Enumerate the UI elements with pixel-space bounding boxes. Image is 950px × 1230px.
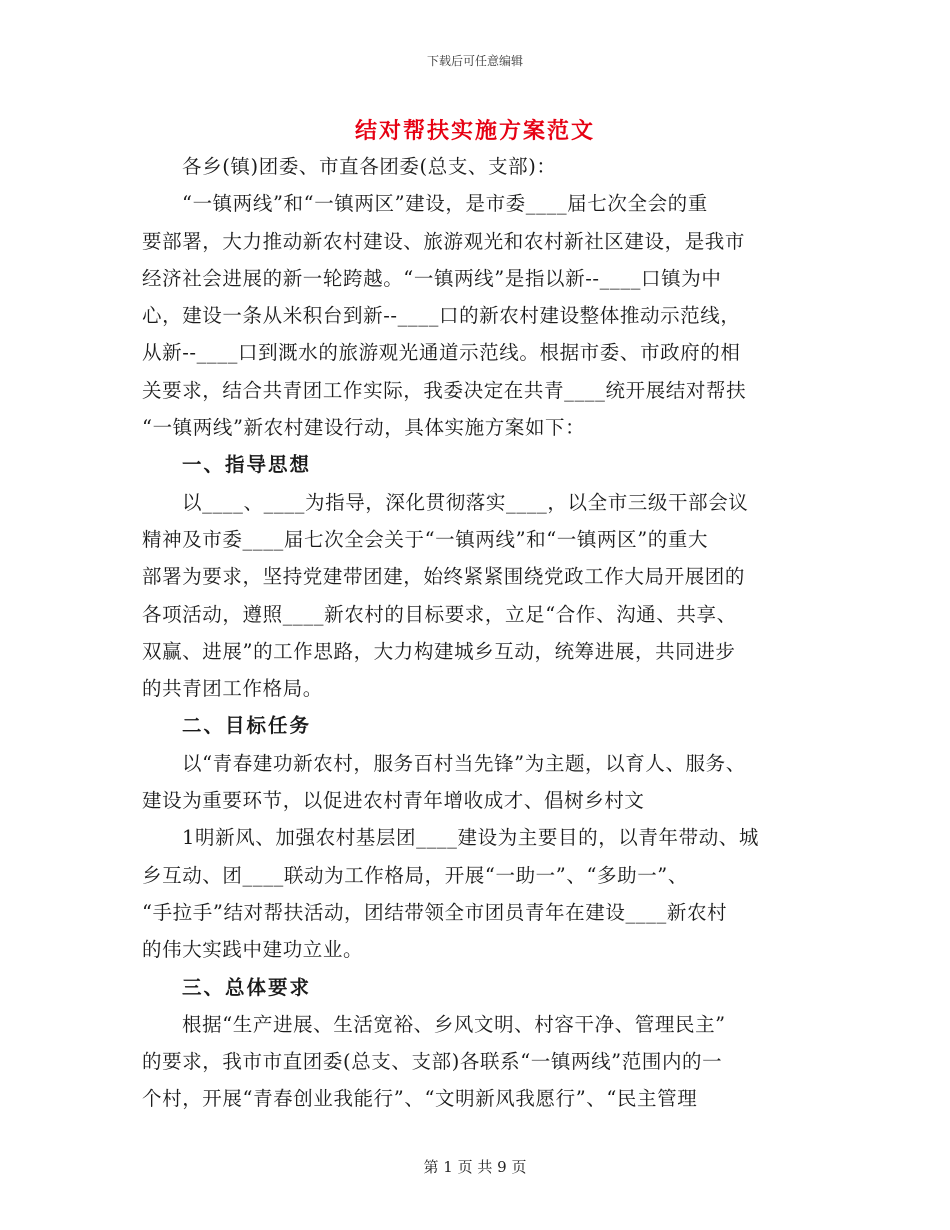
text-line: 心，建设一条从米积台到新--____口的新农村建设整体推动示范线， bbox=[142, 304, 741, 328]
text-line: 部署为要求，坚持党建带团建，始终紧紧围绕党政工作大局开展团的 bbox=[142, 565, 746, 589]
section-heading: 一、指导思想 bbox=[182, 453, 312, 477]
text-line: 经济社会进展的新一轮跨越。“一镇两线”是指以新--____口镇为中 bbox=[142, 266, 722, 290]
section-heading: 二、目标任务 bbox=[182, 714, 312, 738]
text-line: 根据“生产进展、生活宽裕、乡风文明、村容干净、管理民主” bbox=[182, 1012, 726, 1036]
text-line: 的共青团工作格局。 bbox=[142, 677, 323, 701]
text-line: 建设为重要环节，以促进农村青年增收成才、倡树乡村文 bbox=[142, 789, 645, 813]
text-line: 以“青春建功新农村，服务百村当先锋”为主题，以育人、服务、 bbox=[182, 751, 746, 775]
text-line: 个村，开展“青春创业我能行”、“文明新风我愿行”、“民主管理 bbox=[142, 1087, 698, 1111]
text-line: 双赢、进展”的工作思路，大力构建城乡互动，统筹进展，共同进步 bbox=[142, 639, 736, 663]
text-line: 1明新风、加强农村基层团____建设为主要目的，以青年带动、城 bbox=[182, 826, 760, 850]
page-footer: 第 1 页 共 9 页 bbox=[423, 1158, 527, 1176]
text-line: 要部署，大力推动新农村建设、旅游观光和农村新社区建设，是我市 bbox=[142, 229, 746, 253]
section-heading: 三、总体要求 bbox=[182, 975, 312, 999]
text-line: 精神及市委____届七次全会关于“一镇两线”和“一镇两区”的重大 bbox=[142, 527, 709, 551]
text-line: 乡互动、团____联动为工作格局，开展“一助一”、“多助一”、 bbox=[142, 863, 688, 887]
text-line: 各乡(镇)团委、市直各团委(总支、支部)： bbox=[182, 155, 557, 178]
header-note: 下载后可任意编辑 bbox=[426, 54, 523, 68]
text-line: “一镇两线”新农村建设行动，具体实施方案如下： bbox=[142, 416, 586, 440]
document-body bbox=[142, 148, 817, 1118]
text-line: 关要求，结合共青团工作实际，我委决定在共青____统开展结对帮扶 bbox=[142, 378, 747, 402]
text-line: 从新--____口到溉水的旅游观光通道示范线。根据市委、市政府的相 bbox=[142, 341, 741, 365]
text-line: 的伟大实践中建功立业。 bbox=[142, 938, 364, 962]
text-line: 以____、____为指导，深化贯彻落实____，以全市三级干部会议 bbox=[182, 490, 749, 514]
text-line: “手拉手”结对帮扶活动，团结带领全市团员青年在建设____新农村 bbox=[142, 900, 728, 924]
text-line: 的要求，我市市直团委(总支、支部)各联系“一镇两线”范围内的一 bbox=[142, 1050, 723, 1074]
text-line: “一镇两线”和“一镇两区”建设，是市委____届七次全会的重 bbox=[182, 192, 708, 216]
document-title: 结对帮扶实施方案范文 bbox=[354, 118, 595, 144]
text-line: 各项活动，遵照____新农村的目标要求，立足“合作、沟通、共享、 bbox=[142, 602, 737, 626]
